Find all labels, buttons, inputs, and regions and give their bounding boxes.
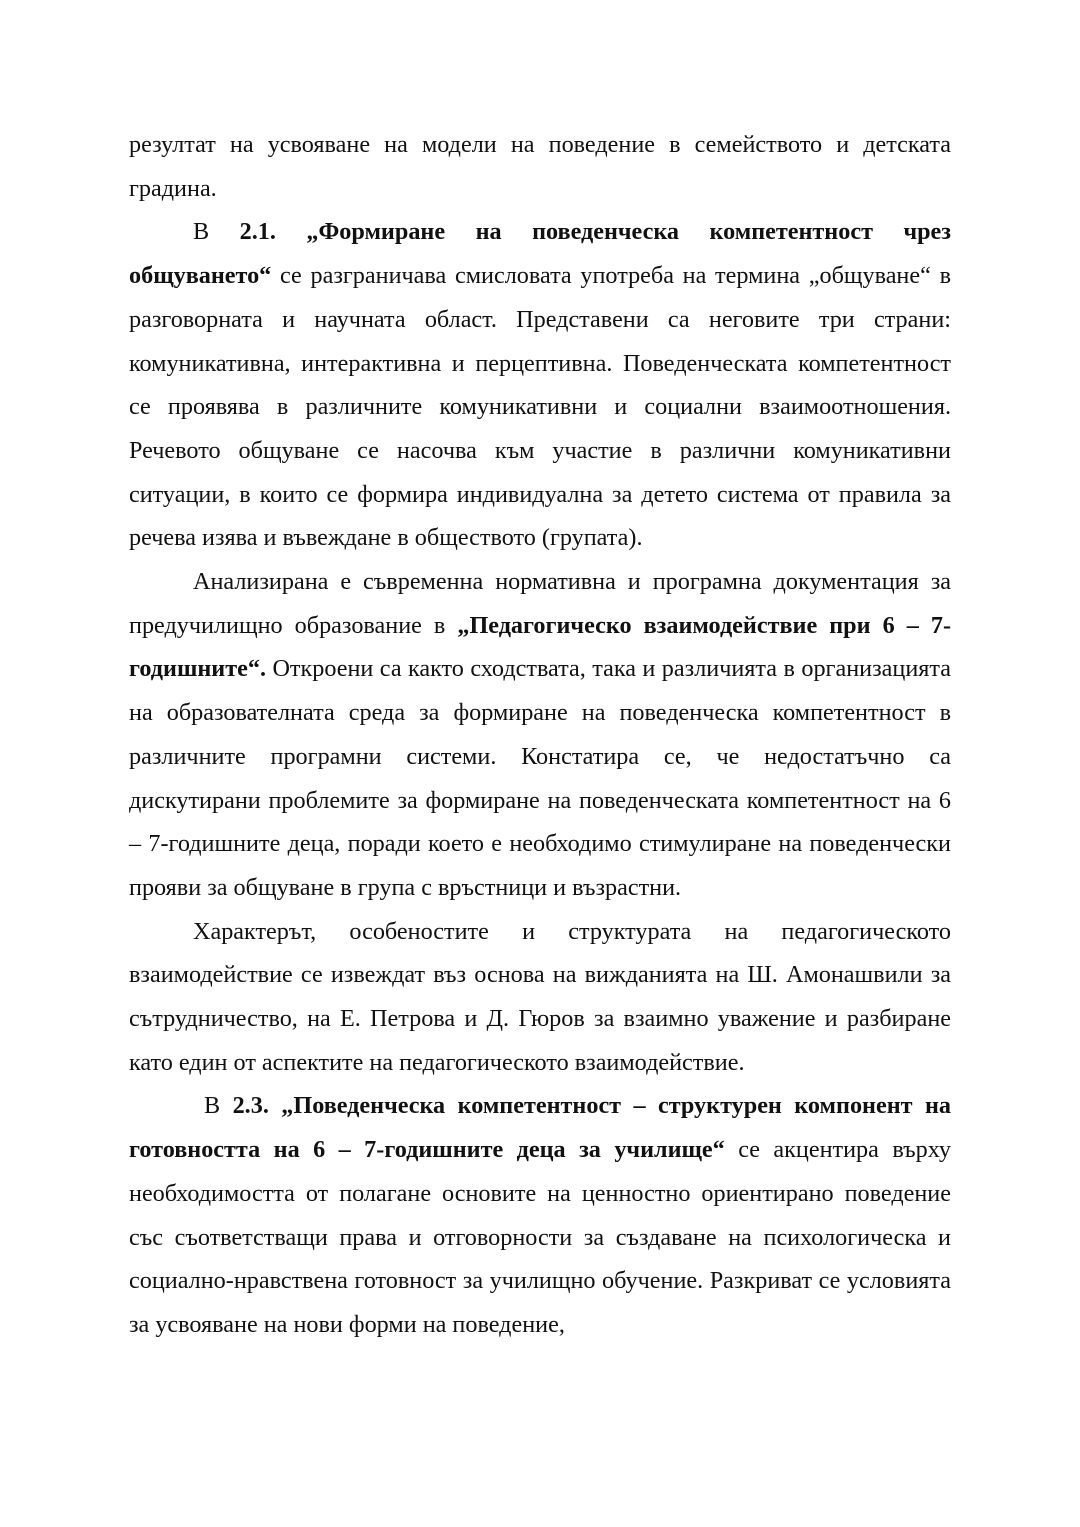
paragraph-interaction [129,910,951,1085]
paragraph-text: Откроени са както сходствата, така и различията в организацията на образователната среда за формиране на поведенческа компетентност в различните програмни системи. Констатира се, че недостатъчно са дискутирани проблемите за формиране на поведенческата компетентност на 6 – 7-годишните деца, поради което е необходимо стимулиране на поведенчески прояви за общуване в група с връстници и възрастни. [129,655,951,901]
paragraph-section-2-3 [129,1084,951,1346]
section-heading-inline: 2.3. „Поведенческа компетентност – структурен компонент на готовността на 6 – 7-годишните деца за училище“ [129,1092,952,1164]
paragraph-lead: В [204,1092,233,1120]
paragraph-text: се акцентира върху необходимостта от полагане основите на ценностно ориентирано поведение със съответстващи права и отговорности за създаване на психологическа и социално-нравствена готовност за училищно обучение. Разкриват се условията за усвояване на нови форми на поведение, [129,1136,952,1338]
section-heading-inline: 2.1. „Формиране на поведенческа компетентност чрез общуването“ [129,218,951,290]
paragraph-lead: В [193,218,240,246]
paragraph-section-2-2 [129,560,951,910]
paragraph-section-2-1 [129,210,951,560]
paragraph-text: Характерът, особеностите и структурата на педагогическото взаимодействие се извеждат въз основа на вижданията на Ш. Амонашвили за сътрудничество, на Е. Петрова и Д. Гюров за взаимно уважение и разбиране като един от аспектите на педагогическото взаимодействие. [129,917,951,1076]
section-heading-inline: „Педагогическо взаимодействие при 6 – 7-годишните“. [129,611,951,683]
paragraph-text: се разграничава смисловата употреба на термина „общуване“ в разговорната и научната област. Представени са неговите три страни: комуникативна, интерактивна и перцептивна. Поведенческата компетентност се проявява в различните комуникативни и социални взаимоотношения. Речевото общуване се насочва към участие в различни комуникативни ситуации, в които се формира индивидуална за детето система от правила за речева изява и въвеждане в обществото (групата). [129,262,951,552]
paragraph-continuation [129,123,951,210]
paragraph-lead: Анализирана е съвременна нормативна и програмна документация за предучилищно образование в [129,568,951,639]
paragraph-text: резултат на усвояване на модели на поведение в семейството и детската градина. [129,131,951,202]
document-page [129,123,951,1347]
